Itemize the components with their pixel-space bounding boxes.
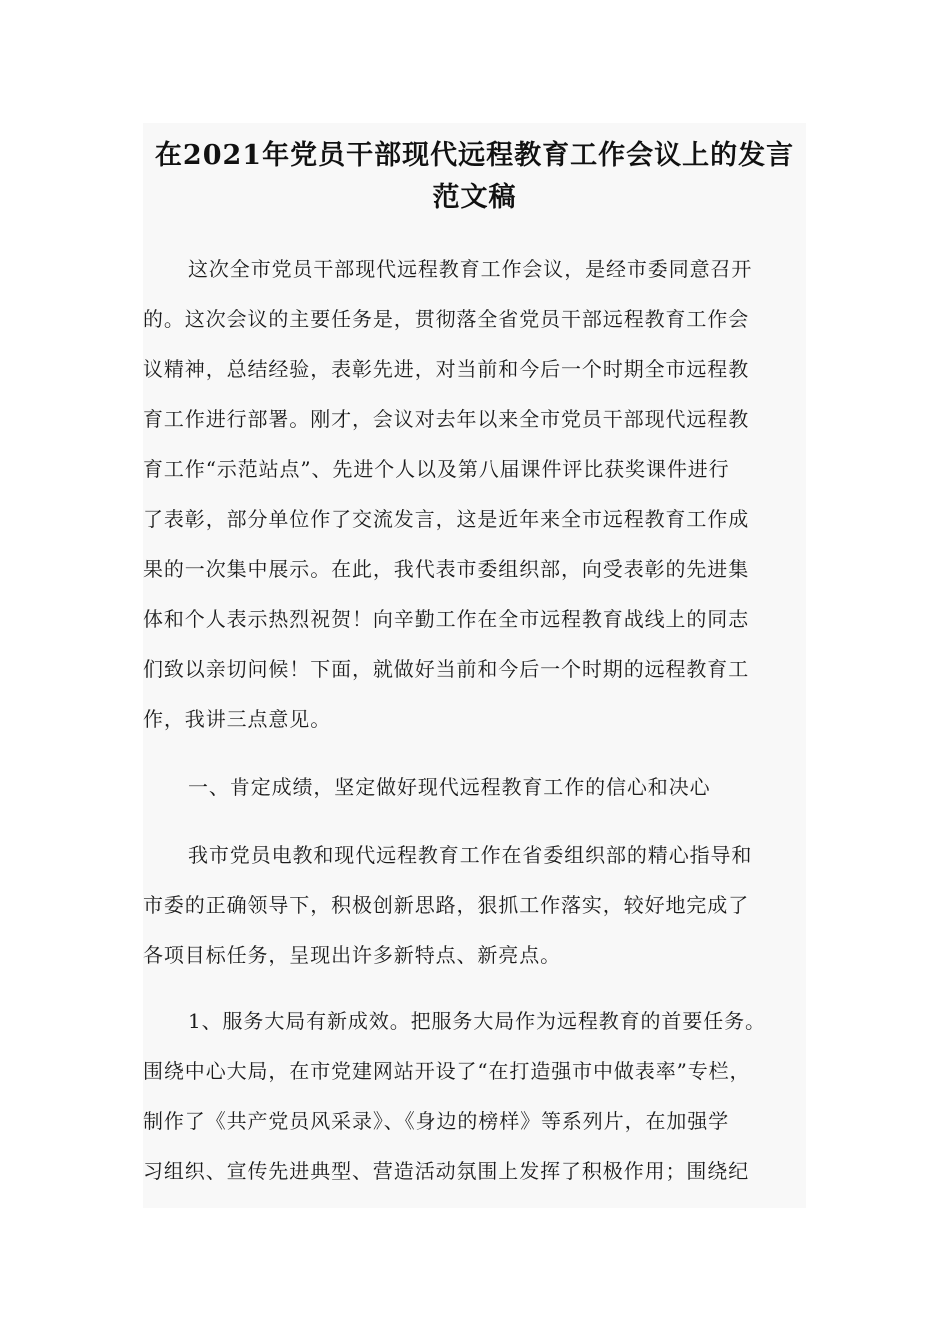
text-line: 1、服务大局有新成效。把服务大局作为远程教育的首要任务。 bbox=[188, 1009, 766, 1033]
title-line-2: 范文稿 bbox=[432, 182, 517, 213]
text-line: 作，我讲三点意见。 bbox=[143, 707, 332, 731]
text-line: 我市党员电教和现代远程教育工作在省委组织部的精心指导和 bbox=[188, 843, 753, 867]
text-line: 们致以亲切问候！下面，就做好当前和今后一个时期的远程教育工 bbox=[143, 657, 750, 681]
text-line: 制作了《共产党员风采录》、《身边的榜样》等系列片，在加强学 bbox=[143, 1109, 730, 1133]
document-title bbox=[143, 123, 806, 219]
text-line: 体和个人表示热烈祝贺！向辛勤工作在全市远程教育战线上的同志 bbox=[143, 607, 750, 631]
text-line: 议精神，总结经验，表彰先进，对当前和今后一个时期全市远程教 bbox=[143, 357, 750, 381]
text-line: 各项目标任务，呈现出许多新特点、新亮点。 bbox=[143, 943, 561, 967]
text-line: 习组织、宣传先进典型、营造活动氛围上发挥了积极作用；围绕纪 bbox=[143, 1159, 750, 1183]
document-content bbox=[143, 123, 806, 1208]
text-line: 育工作进行部署。刚才，会议对去年以来全市党员干部现代远程教 bbox=[143, 407, 750, 431]
text-line: 育工作“示范站点”、先进个人以及第八届课件评比获奖课件进行 bbox=[143, 457, 730, 481]
text-line: 围绕中心大局，在市党建网站开设了“在打造强市中做表率”专栏， bbox=[143, 1059, 751, 1083]
section-heading bbox=[143, 762, 806, 812]
text-line: 了表彰，部分单位作了交流发言，这是近年来全市远程教育工作成 bbox=[143, 507, 750, 531]
text-line: 市委的正确领导下，积极创新思路，狠抓工作落实，较好地完成了 bbox=[143, 893, 750, 917]
heading-line: 一、肯定成绩，坚定做好现代远程教育工作的信心和决心 bbox=[188, 775, 711, 799]
text-line: 这次全市党员干部现代远程教育工作会议，是经市委同意召开 bbox=[188, 257, 753, 281]
text-line: 果的一次集中展示。在此，我代表市委组织部，向受表彰的先进集 bbox=[143, 557, 750, 581]
paragraph-achievements bbox=[143, 830, 806, 980]
text-line: 的。这次会议的主要任务是，贯彻落全省党员干部远程教育工作会 bbox=[143, 307, 750, 331]
document-body bbox=[143, 244, 806, 1196]
paragraph-item-1 bbox=[143, 996, 806, 1196]
title-line-1: 在2021年党员干部现代远程教育工作会议上的发言 bbox=[154, 140, 795, 171]
paragraph-intro bbox=[143, 244, 806, 744]
